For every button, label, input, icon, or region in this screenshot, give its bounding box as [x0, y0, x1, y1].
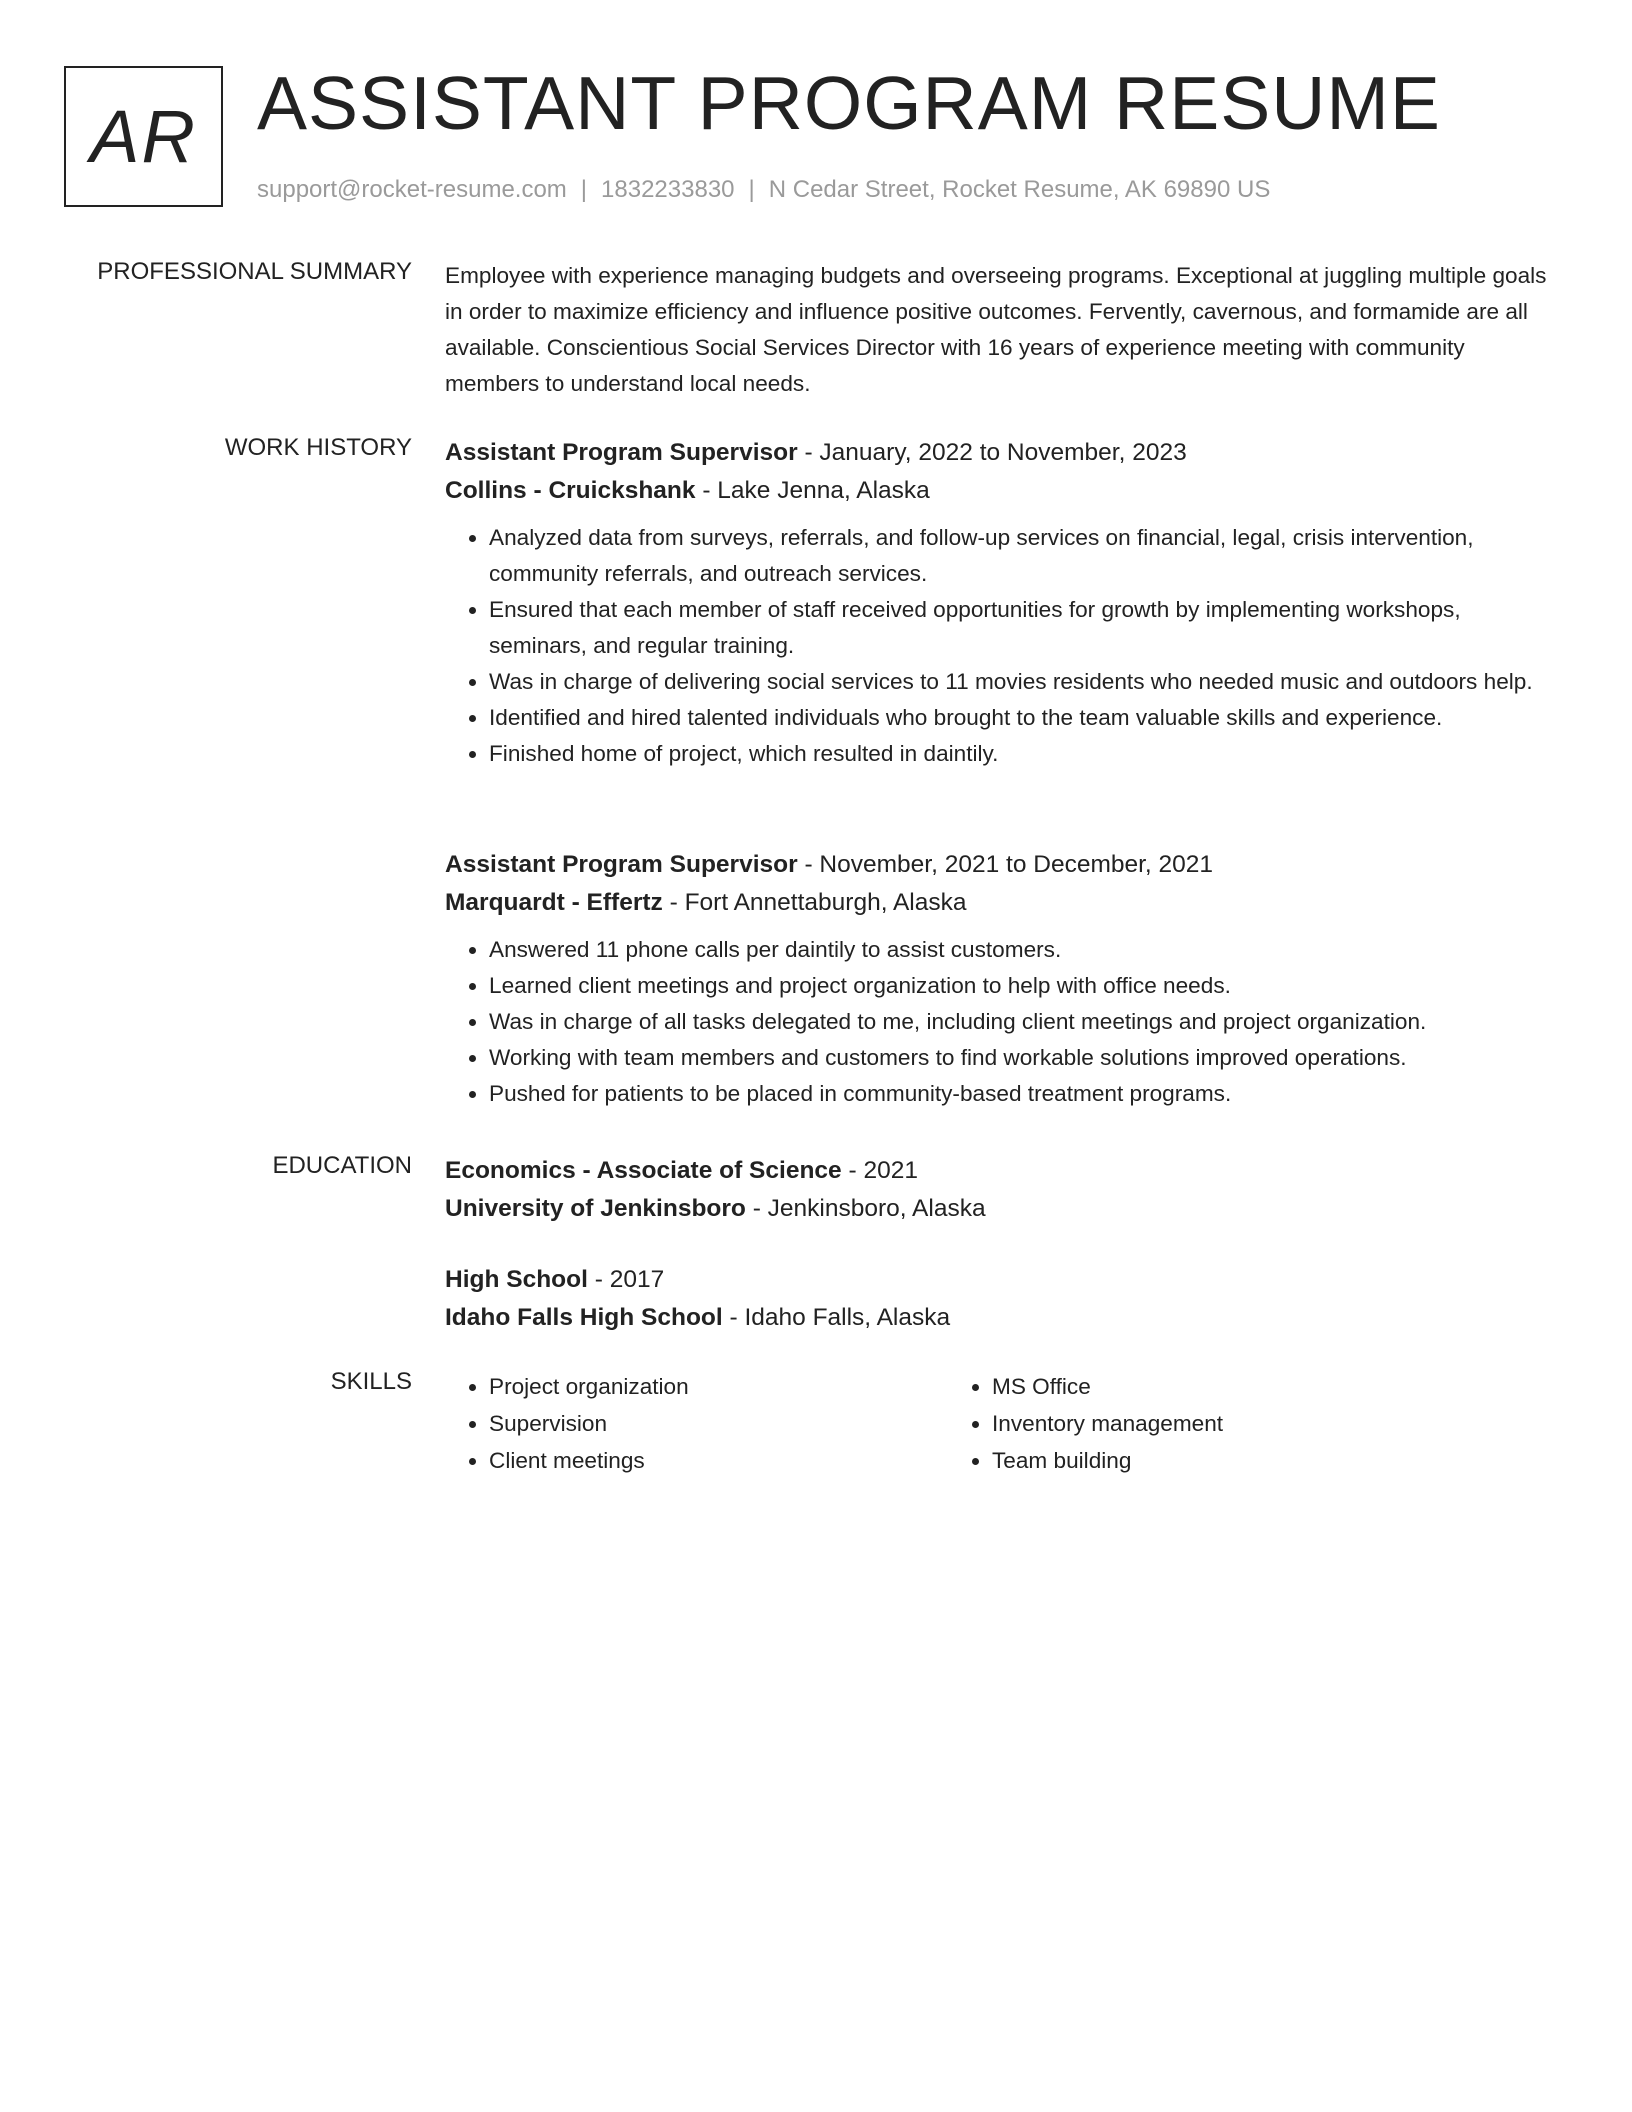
section-label-skills: SKILLS: [330, 1368, 412, 1395]
job-bullet: • Ensured that each member of staff received opportunities for growth by implementing workshops, seminars, and regular training.: [489, 592, 1560, 664]
skill-item: • Project organization: [489, 1368, 948, 1405]
education-degree-line: [445, 1152, 1560, 1190]
resume-header: [64, 61, 1564, 212]
skills-columns: [445, 1368, 1560, 1479]
education-degree: High School: [445, 1266, 588, 1293]
job-company: Marquardt - Effertz: [445, 889, 663, 916]
skill-item: • Inventory management: [992, 1405, 1451, 1442]
job-dates: - November, 2021 to December, 2021: [797, 851, 1214, 878]
contact-line: [257, 176, 1270, 204]
contact-separator: |: [580, 176, 588, 203]
job-title: Assistant Program Supervisor: [445, 851, 798, 878]
education-entry: [445, 1152, 1560, 1228]
education-location: - Jenkinsboro, Alaska: [745, 1195, 986, 1222]
job-company-line: [445, 472, 1560, 510]
education-school: University of Jenkinsboro: [445, 1195, 746, 1222]
skill-item: • MS Office: [992, 1368, 1451, 1405]
job-company-line: [445, 884, 1560, 922]
initials-monogram: AR: [64, 66, 223, 207]
resume-title: ASSISTANT PROGRAM RESUME: [257, 61, 1441, 145]
education-location: - Idaho Falls, Alaska: [722, 1304, 951, 1331]
contact-separator: |: [748, 176, 755, 203]
job-title-line: [445, 846, 1560, 884]
job-location: - Lake Jenna, Alaska: [695, 477, 930, 504]
job-bullet: • Working with team members and customers to find workable solutions improved operations.: [489, 1040, 1560, 1076]
education-school: Idaho Falls High School: [445, 1304, 723, 1331]
summary-text: Employee with experience managing budgets and overseeing programs. Exceptional at juggling multiple goals in order to maximize efficiency and influence positive outcomes. Fervently, cavernous, and formamide are all available. Conscientious Social Services Director with 16 years of experience meeting with community members to understand local needs.: [445, 263, 1547, 396]
job-dates: - January, 2022 to November, 2023: [797, 439, 1187, 466]
skill-item: • Supervision: [489, 1405, 948, 1442]
contact-address: N Cedar Street, Rocket Resume, AK 69890 US: [768, 176, 1271, 203]
job-bullets: [445, 932, 1560, 1112]
contact-phone[interactable]: 1832233830: [601, 176, 735, 203]
job-bullet: • Pushed for patients to be placed in community-based treatment programs.: [489, 1076, 1560, 1112]
education-degree-line: [445, 1261, 950, 1299]
contact-email[interactable]: support@rocket-resume.com: [257, 176, 567, 203]
education-degree: Economics - Associate of Science: [445, 1157, 842, 1184]
section-label-work-history: WORK HISTORY: [224, 434, 412, 461]
job-bullet: • Was in charge of delivering social services to 11 movies residents who needed music and outdoors help.: [489, 664, 1560, 700]
job-bullet: • Answered 11 phone calls per daintily to assist customers.: [489, 932, 1560, 968]
skill-item: • Client meetings: [489, 1442, 948, 1479]
job-location: - Fort Annettaburgh, Alaska: [662, 889, 967, 916]
skill-item: • Team building: [992, 1442, 1451, 1479]
section-label-summary: PROFESSIONAL SUMMARY: [97, 258, 412, 285]
job-bullet: • Identified and hired talented individuals who brought to the team valuable skills and experience.: [489, 700, 1560, 736]
skills-list-left: [445, 1368, 948, 1479]
education-year: - 2017: [587, 1266, 665, 1293]
job-entry: [445, 434, 1560, 772]
job-entry: [445, 846, 1560, 1112]
job-bullet: • Analyzed data from surveys, referrals, and follow-up services on financial, legal, crisis intervention, community referrals, and outreach services.: [489, 520, 1560, 592]
education-school-line: [445, 1299, 950, 1337]
job-bullet: • Finished home of project, which resulted in daintily.: [489, 736, 1560, 772]
skills-list-right: [948, 1368, 1451, 1479]
job-bullets: [445, 520, 1560, 772]
education-year: - 2021: [841, 1157, 918, 1184]
job-company: Collins - Cruickshank: [445, 477, 696, 504]
job-title-line: [445, 434, 1560, 472]
job-bullet: • Learned client meetings and project organization to help with office needs.: [489, 968, 1560, 1004]
job-bullet: • Was in charge of all tasks delegated to me, including client meetings and project organization.: [489, 1004, 1560, 1040]
education-entry: [445, 1261, 950, 1337]
job-title: Assistant Program Supervisor: [445, 439, 798, 466]
education-school-line: [445, 1190, 1560, 1228]
section-label-education: EDUCATION: [272, 1152, 412, 1179]
